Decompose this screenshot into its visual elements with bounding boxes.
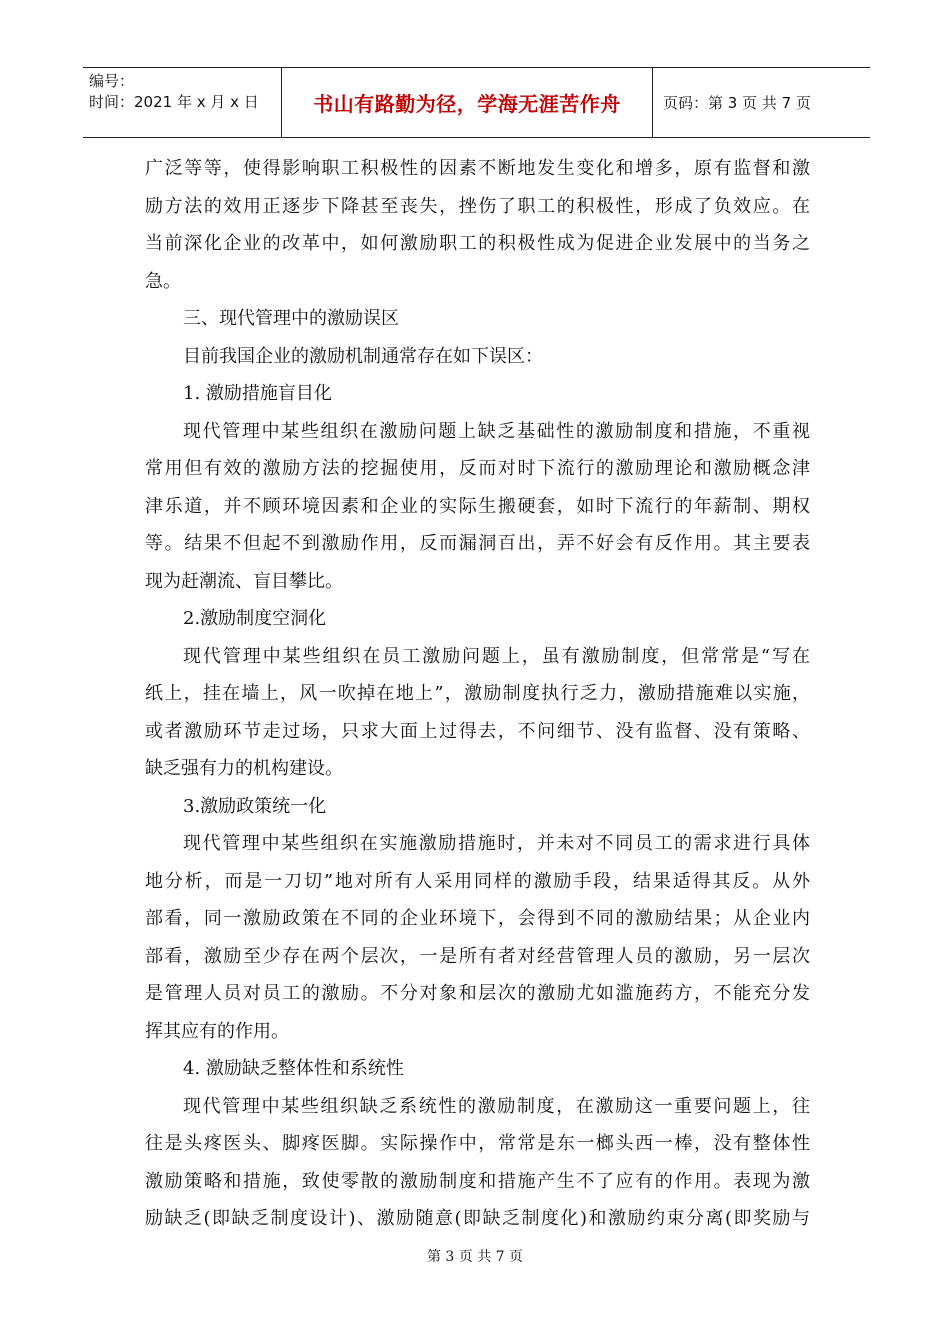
text-line: 地分析，而是一刀切”地对所有人采用同样的激励手段，结果适得其反。从外	[145, 870, 810, 892]
text-line: 或者激励环节走过场，只求大面上过得去，不问细节、没有监督、没有策略、	[145, 720, 810, 742]
text-line: 4. 激励缺乏整体性和系统性	[183, 1058, 404, 1079]
text-line: 3.激励政策统一化	[183, 795, 327, 817]
document-body	[145, 150, 810, 1238]
text-line: 部看，同一激励政策在不同的企业环境下，会得到不同的激励结果；从企业内	[145, 908, 810, 929]
page-footer: 第 3 页 共 7 页	[426, 1249, 524, 1265]
text-line: 励方法的效用正逐步下降甚至丧失，挫伤了职工的积极性，形成了负效应。在	[145, 195, 810, 217]
text-line: 三、现代管理中的激励误区	[183, 308, 399, 329]
text-line: 励缺乏(即缺乏制度设计)、激励随意(即缺乏制度化)和激励约束分离(即奖励与	[145, 1208, 810, 1229]
text-line: 激励策略和措施，致使零散的激励制度和措施产生不了应有的作用。表现为激	[145, 1170, 810, 1192]
text-line: 现代管理中某些组织缺乏系统性的激励制度，在激励这一重要问题上，往	[183, 1095, 810, 1117]
text-line: 现代管理中某些组织在激励问题上缺乏基础性的激励制度和措施，不重视	[183, 420, 810, 442]
text-line: 等。结果不但起不到激励作用，反而漏洞百出，弄不好会有反作用。其主要表	[145, 533, 810, 554]
header-meta	[83, 68, 282, 137]
text-line: 1. 激励措施盲目化	[183, 383, 332, 404]
text-line: 是管理人员对员工的激励。不分对象和层次的激励尤如滥施药方，不能充分发	[145, 983, 810, 1004]
text-line: 现代管理中某些组织在实施激励措施时，并未对不同员工的需求进行具体	[183, 833, 810, 854]
text-line: 常用但有效的激励方法的挖掘使用，反而对时下流行的激励理论和激励概念津	[145, 458, 810, 479]
document-date-label: 时间：2021 年 x 月 x 日	[89, 93, 259, 111]
text-line: 现为赶潮流、盲目攀比。	[145, 570, 343, 592]
header-page-info: 页码：第 3 页 共 7 页	[663, 94, 811, 112]
document-number-label: 编号：	[89, 72, 135, 90]
text-line: 部看，激励至少存在两个层次，一是所有者对经营管理人员的激励，另一层次	[145, 945, 810, 967]
text-line: 急。	[145, 270, 181, 292]
text-line: 现代管理中某些组织在员工激励问题上，虽有激励制度，但常常是“写在	[183, 645, 810, 667]
text-line: 缺乏强有力的机构建设。	[145, 758, 343, 779]
text-line: 挥其应有的作用。	[145, 1020, 289, 1042]
text-line: 2.激励制度空洞化	[183, 608, 327, 629]
text-line: 往是头疼医头、脚疼医脚。实际操作中，常常是东一榔头西一棒，没有整体性	[145, 1133, 810, 1154]
text-line: 津乐道，并不顾环境因素和企业的实际生搬硬套，如时下流行的年薪制、期权	[145, 495, 810, 517]
text-line: 纸上，挂在墙上，风一吹掉在地上”，激励制度执行乏力，激励措施难以实施，	[145, 683, 810, 704]
text-line: 目前我国企业的激励机制通常存在如下误区：	[183, 345, 543, 367]
text-line: 广泛等等，使得影响职工积极性的因素不断地发生变化和增多，原有监督和激	[145, 158, 810, 179]
text-line: 当前深化企业的改革中，如何激励职工的积极性成为促进企业发展中的当务之	[145, 233, 810, 254]
page-header	[83, 67, 870, 138]
header-motto: 书山有路勤为径，学海无涯苦作舟	[282, 68, 653, 137]
